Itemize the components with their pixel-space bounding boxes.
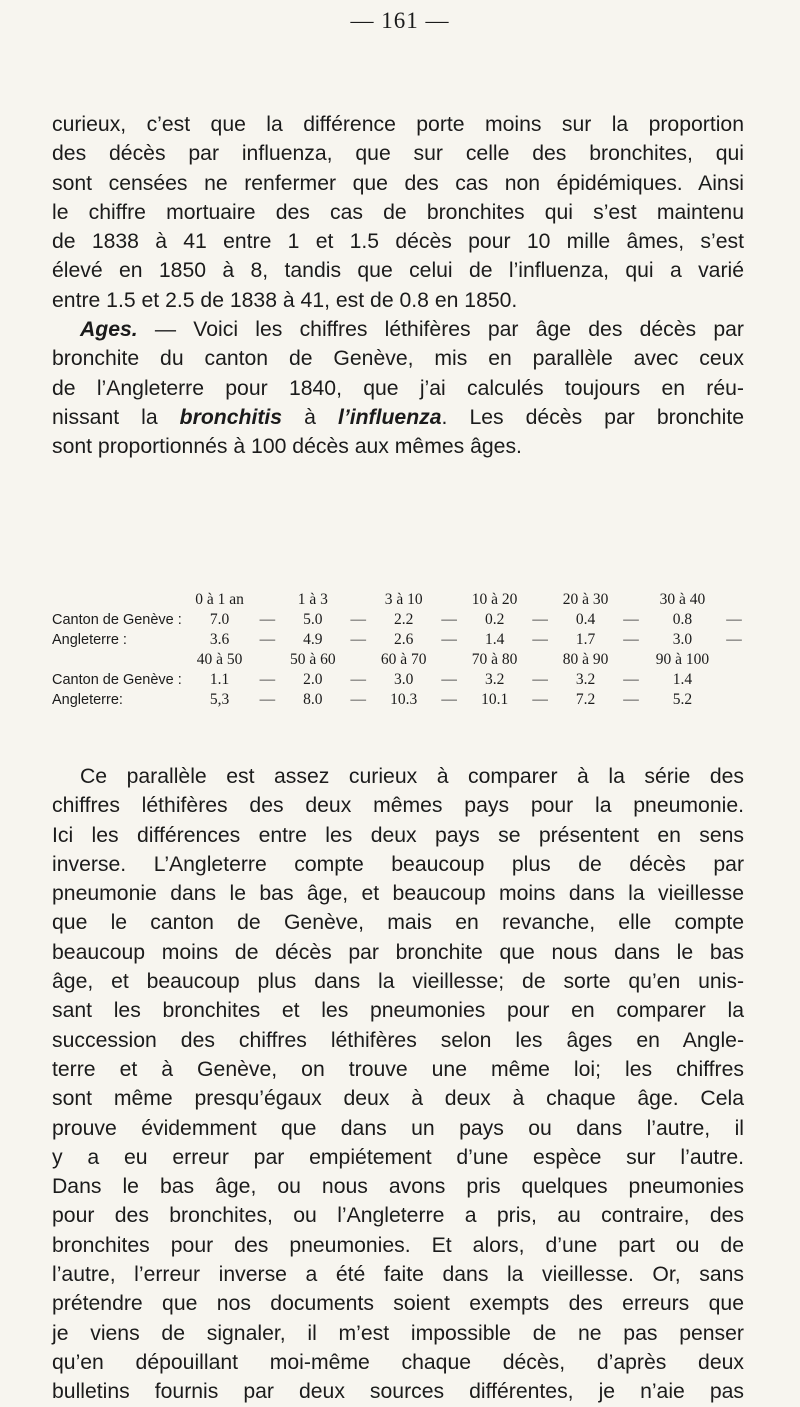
text-line: âge, et beaucoup plus dans la vieillesse; de sorte qu’en unis- <box>52 970 744 994</box>
text-line: pour des bronchites, ou l’Angleterre a pris, au contraire, des <box>52 1204 744 1228</box>
text-line: chiffres léthifères des deux mêmes pays pour la pneumonie. <box>52 794 744 818</box>
table-header-row <box>52 650 744 670</box>
value-cell: 1.1 <box>209 671 230 688</box>
text-line: Ce parallèle est assez curieux à comparer à la série des <box>80 765 744 788</box>
text-line: succession des chiffres léthifères selon les âges en Angle- <box>52 1028 744 1052</box>
text-line: le chiffre mortuaire des cas de bronchites qui s’est maintenu <box>52 200 744 224</box>
text-line: Ici les différences entre les deux pays se présentent en sens <box>52 823 744 847</box>
dash-separator: — <box>441 631 457 648</box>
text-line: inverse. L’Angleterre compte beaucoup plus de décès par <box>52 852 744 876</box>
table-row <box>52 670 744 690</box>
text-line: entre 1.5 et 2.5 de 1838 à 41, est de 0.8 en 1850. <box>52 288 518 312</box>
dash-separator: — <box>441 671 457 688</box>
dash-separator: — <box>259 691 276 708</box>
text-line: des décès par influenza, que sur celle des bronchites, qui <box>52 142 744 166</box>
text-line: Dans le bas âge, ou nous avons pris quelques pneumonies <box>52 1175 744 1199</box>
text-fragment: — Voici les chiffres léthifères par âge des décès par <box>137 318 744 341</box>
dash-separator: — <box>532 611 548 628</box>
dash-separator: — <box>259 611 276 628</box>
table-row <box>52 690 744 710</box>
spacer-cell <box>257 650 277 670</box>
row-label: Angleterre : <box>52 632 127 648</box>
dash-separator: — <box>259 671 276 688</box>
dash-separator: — <box>623 631 639 648</box>
text-line: sant les bronchites et les pneumonies pour en comparer la <box>52 999 744 1023</box>
table-row <box>52 610 744 630</box>
value-cell: 2.0 <box>303 671 323 688</box>
page-number: — 161 — <box>350 8 450 33</box>
value-cell: 7.2 <box>575 691 596 708</box>
text-line: sont censées ne renfermer que des cas non épidémiques. Ainsi <box>52 171 744 195</box>
spacer-cell <box>257 590 277 610</box>
text-line: bronchite du canton de Genève, mis en parallèle avec ceux <box>52 347 744 371</box>
text-line <box>52 403 744 432</box>
dash-separator: — <box>532 691 548 708</box>
blank-cell <box>52 590 182 610</box>
value-cell: 1.4 <box>484 631 505 648</box>
text-line: je viens de signaler, il m’est impossible de ne pas penser <box>52 1321 744 1345</box>
spacer-cell <box>348 650 368 670</box>
value-cell: 7.0 <box>209 611 230 628</box>
text-line: prouve évidemment que dans un pays ou dans l’autre, il <box>52 1116 744 1140</box>
text-line: terre et à Genève, on trouve une même loi; les chiffres <box>52 1057 744 1081</box>
dash-separator: — <box>350 671 367 688</box>
dash-separator: — <box>441 691 457 708</box>
age-range-header: 0 à 1 an <box>195 591 244 608</box>
text-line: qu’en dépouillant moi-même chaque décès, d’après deux <box>52 1350 744 1374</box>
age-range-header: 10 à 20 <box>471 591 518 608</box>
age-range-header: 30 à 40 <box>659 591 706 608</box>
value-cell: 0.2 <box>484 611 505 628</box>
spacer-cell <box>439 590 459 610</box>
text-line: l’autre, l’erreur inverse a été faite dans la vieillesse. Or, sans <box>52 1263 744 1287</box>
text-line: y a eu erreur par empiétement d’une espèce sur l’autre. <box>52 1145 744 1169</box>
row-label: Canton de Genève : <box>52 672 182 688</box>
value-cell: 3.0 <box>394 671 414 688</box>
text-line: curieux, c’est que la différence porte moins sur la proportion <box>52 113 744 136</box>
value-cell: 5.0 <box>303 611 323 628</box>
paragraph-comparison <box>52 762 744 1407</box>
text-line: beaucoup moins de décès par bronchite que nous dans le bas <box>52 940 744 964</box>
text-line: bronchites pour des pneumonies. Et alors, d’une part ou de <box>52 1233 744 1257</box>
age-range-header: 3 à 10 <box>384 591 423 608</box>
dash-separator: — <box>623 691 639 708</box>
dash-separator: — <box>623 671 639 688</box>
italic-term: bronchitis <box>179 405 283 429</box>
age-range-header: 80 à 90 <box>562 651 609 668</box>
age-range-header: 1 à 3 <box>297 591 328 608</box>
table-header-row <box>52 590 744 610</box>
value-cell: 2.6 <box>394 631 414 648</box>
value-cell: 3.2 <box>484 671 505 688</box>
text-fragment: à <box>282 405 338 429</box>
text-line: pneumonie dans le bas âge, et beaucoup moins dans la vieillesse <box>52 882 744 906</box>
row-label: Angleterre: <box>52 692 123 708</box>
value-cell: 8.0 <box>303 691 323 708</box>
dash-separator: — <box>726 631 742 648</box>
text-fragment: . Les décès par bronchite <box>441 405 744 429</box>
spacer-cell <box>621 590 641 610</box>
age-range-header: 60 à 70 <box>380 651 427 668</box>
text-fragment: nissant la <box>52 405 180 429</box>
spacer-cell <box>530 590 550 610</box>
value-cell: 3.0 <box>672 631 693 648</box>
spacer-cell <box>621 650 641 670</box>
dash-separator: — <box>532 671 548 688</box>
value-cell: 3.2 <box>575 671 596 688</box>
text-line: de l’Angleterre pour 1840, que j’ai calculés toujours en réu- <box>52 376 744 400</box>
dash-separator: — <box>350 611 367 628</box>
table-row <box>52 630 744 650</box>
mortality-table <box>52 590 744 710</box>
spacer-cell <box>530 650 550 670</box>
spacer-cell <box>439 650 459 670</box>
text-line: sont proportionnés à 100 décès aux mêmes âges. <box>52 435 522 459</box>
value-cell: 5.2 <box>672 691 693 708</box>
text-line: prétendre que nos documents soient exempts des erreurs que <box>52 1292 744 1316</box>
age-range-header: 90 à 100 <box>655 651 710 668</box>
value-cell: 1.4 <box>672 671 693 688</box>
text-line: sont même presqu’égaux deux à deux à chaque âge. Cela <box>52 1087 744 1111</box>
age-range-header: 20 à 30 <box>562 591 609 608</box>
dash-separator: — <box>259 631 276 648</box>
row-label: Canton de Genève : <box>52 612 182 628</box>
value-cell: 3.6 <box>209 631 230 648</box>
section-heading: Ages. <box>80 318 138 341</box>
age-range-header: 70 à 80 <box>471 651 518 668</box>
italic-term: l’influenza <box>337 405 442 429</box>
age-range-header: 50 à 60 <box>289 651 336 668</box>
dash-separator: — <box>726 611 742 628</box>
paragraph-ages <box>52 315 744 461</box>
text-line <box>52 315 744 344</box>
spacer-cell <box>348 590 368 610</box>
dash-separator: — <box>623 611 639 628</box>
text-line: de 1838 à 41 entre 1 et 1.5 décès pour 10 mille âmes, s’est <box>52 230 744 254</box>
value-cell: 2.2 <box>394 611 414 628</box>
value-cell: 0.8 <box>672 611 693 628</box>
text-line: que le canton de Genève, mais en revanche, elle compte <box>52 911 744 935</box>
value-cell: 10.1 <box>481 691 509 708</box>
value-cell: 1.7 <box>575 631 596 648</box>
value-cell: 0.4 <box>575 611 596 628</box>
value-cell: 4.9 <box>303 631 323 648</box>
dash-separator: — <box>350 631 367 648</box>
dash-separator: — <box>350 691 367 708</box>
blank-cell <box>52 650 182 670</box>
dash-separator: — <box>532 631 548 648</box>
text-line: bulletins fournis par deux sources différentes, je n’aie pas <box>52 1380 744 1404</box>
dash-separator: — <box>441 611 457 628</box>
text-line: élevé en 1850 à 8, tandis que celui de l’influenza, qui a varié <box>52 259 744 283</box>
value-cell: 10.3 <box>390 691 418 708</box>
age-range-header: 40 à 50 <box>196 651 243 668</box>
value-cell: 5,3 <box>209 691 230 708</box>
paragraph-intro <box>52 110 744 315</box>
